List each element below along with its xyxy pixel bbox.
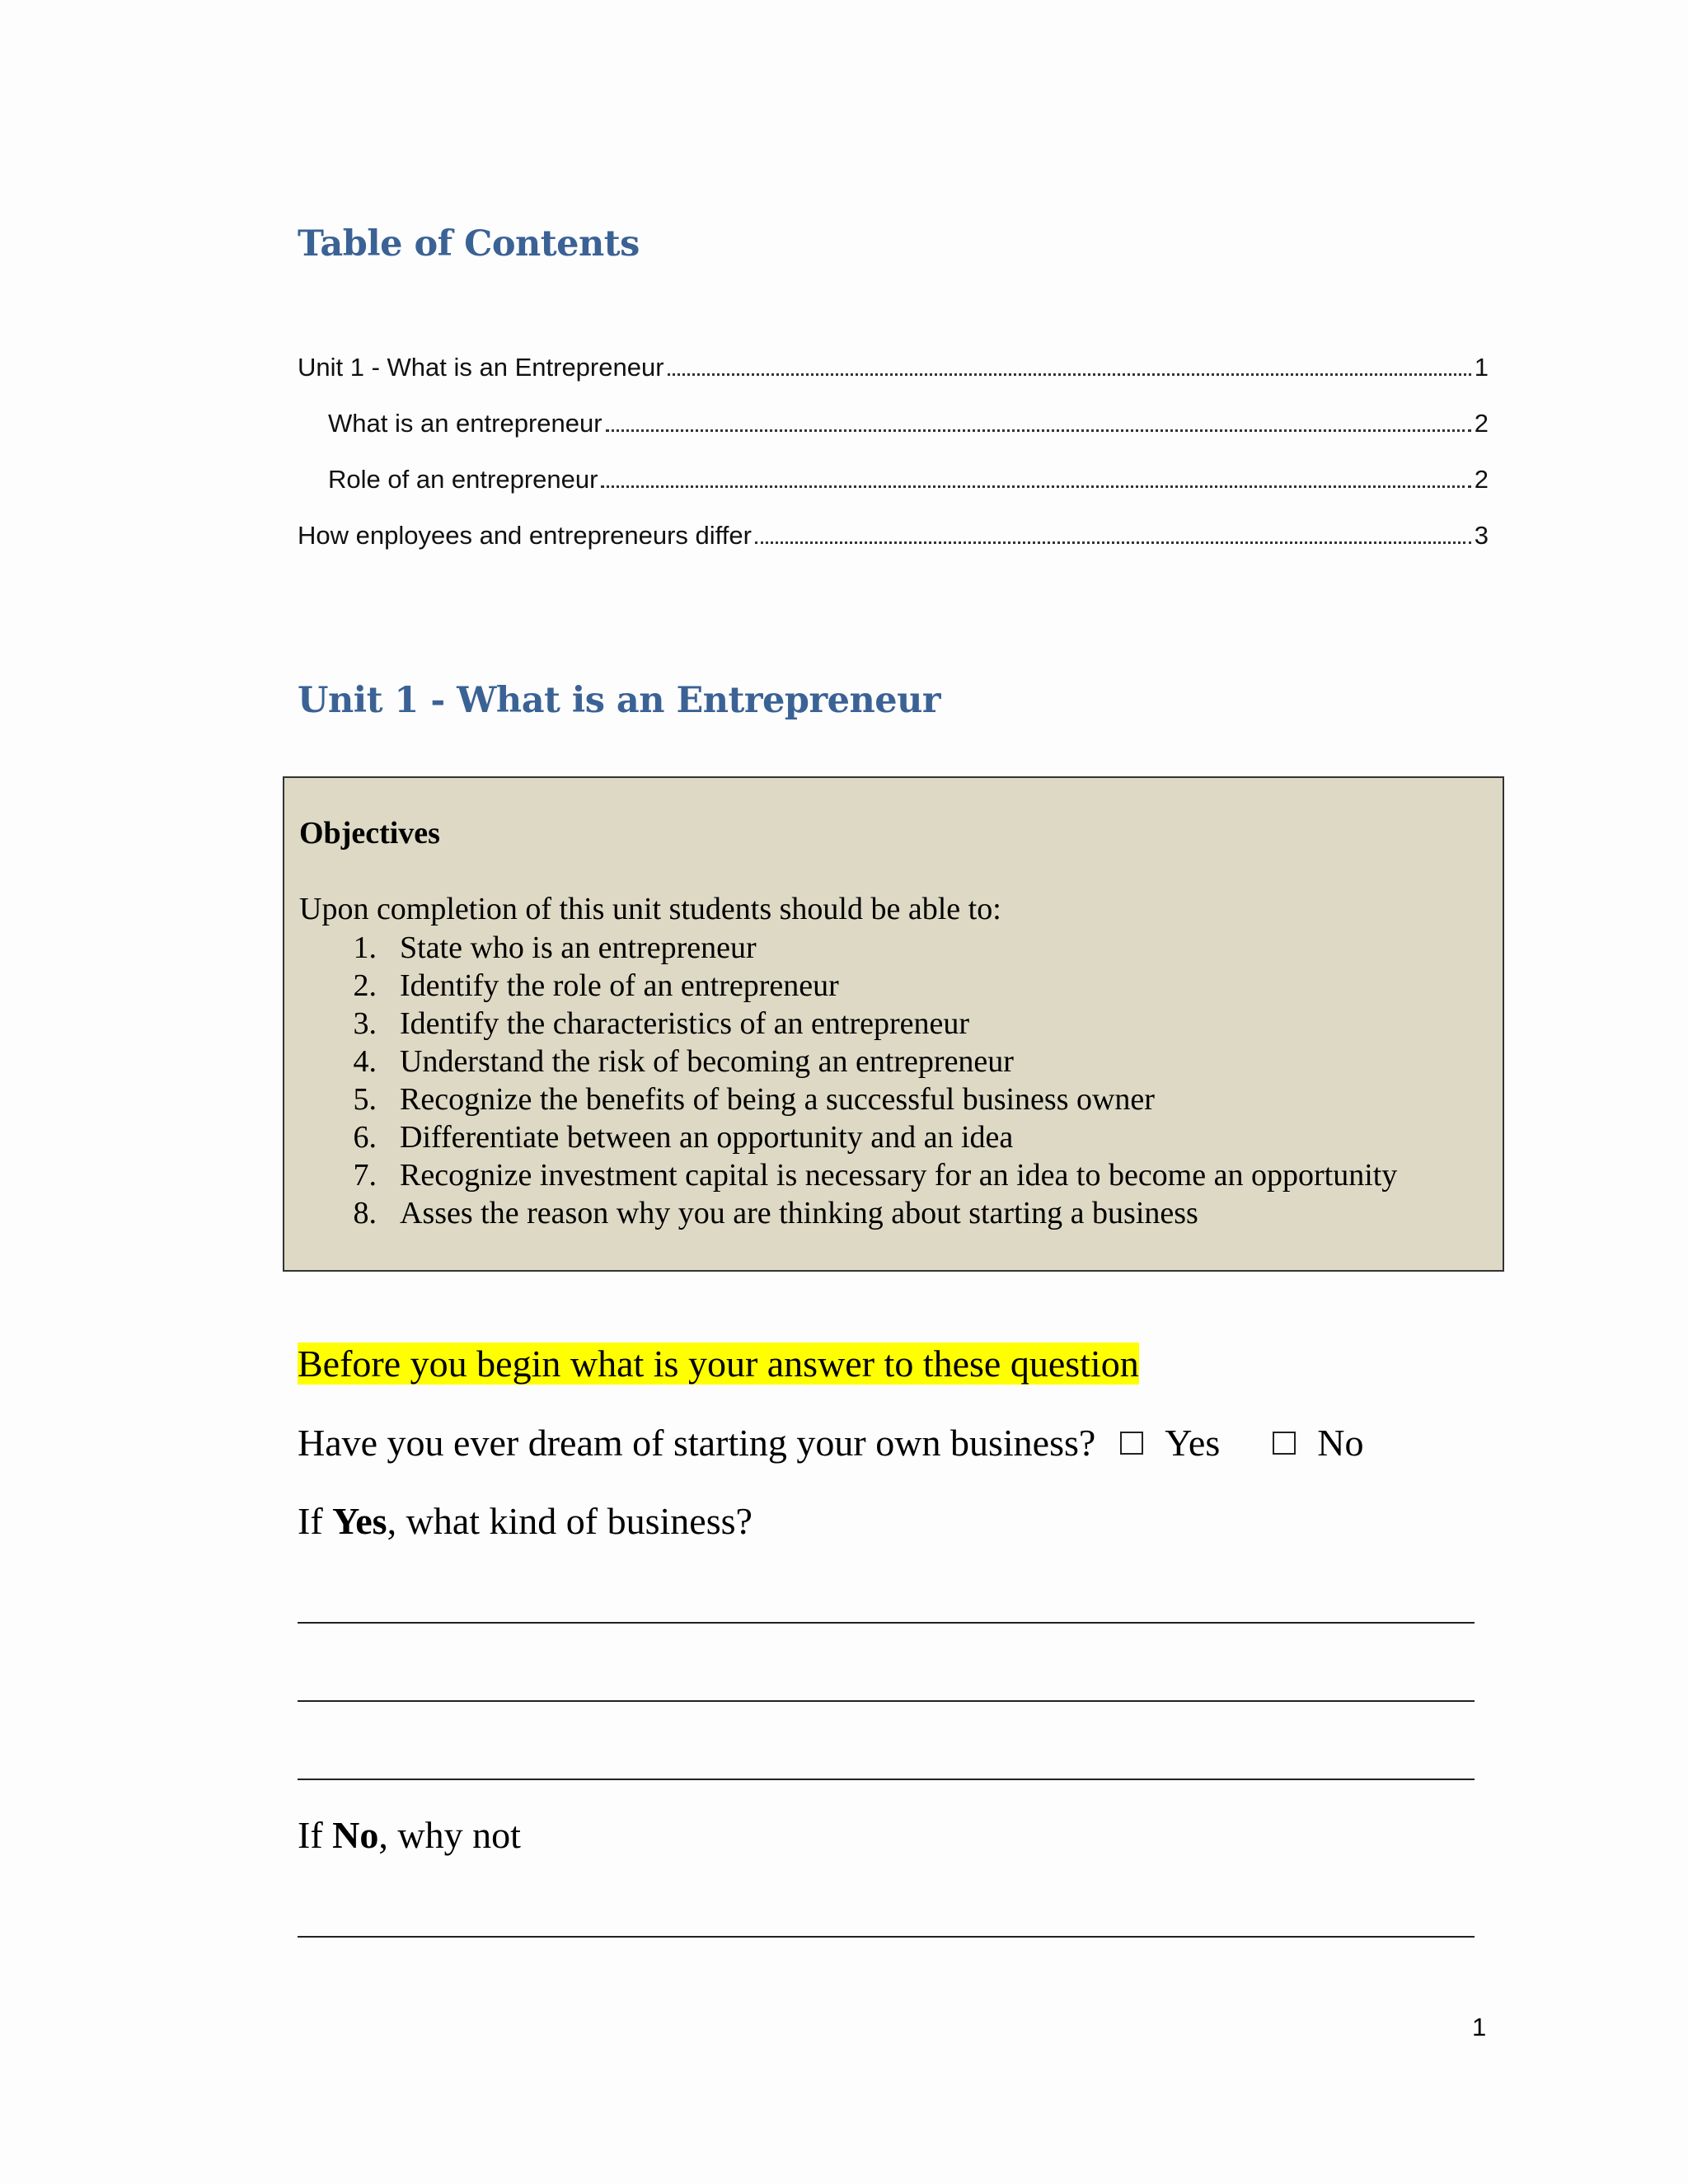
toc-entry-page: 2 <box>1474 465 1489 494</box>
if-no-bold: No <box>332 1814 379 1856</box>
toc-entry-page: 3 <box>1474 521 1489 550</box>
answer-line[interactable] <box>298 1936 1475 1938</box>
objective-number: 8. <box>353 1196 377 1230</box>
toc-entry[interactable] <box>298 514 1489 551</box>
objective-text: Asses the reason why you are thinking about starting a business <box>400 1196 1198 1230</box>
toc-entry-label: Unit 1 - What is an Entrepreneur <box>298 353 664 382</box>
objective-item <box>284 1080 1397 1118</box>
objective-text: Understand the risk of becoming an entrepreneur <box>400 1044 1014 1079</box>
objectives-box <box>283 776 1504 1272</box>
answer-line[interactable] <box>298 1779 1475 1780</box>
objective-item <box>284 1194 1397 1232</box>
objective-text: Differentiate between an opportunity and an idea <box>400 1120 1014 1155</box>
unit-heading: Unit 1 - What is an Entrepreneur <box>298 680 941 721</box>
dream-question-text: Have you ever dream of starting your own business? <box>298 1422 1096 1464</box>
questions-intro <box>298 1342 1139 1385</box>
highlighted-intro-text: Before you begin what is your answer to these question <box>298 1343 1139 1385</box>
objective-text: State who is an entrepreneur <box>400 930 757 965</box>
objective-number: 4. <box>353 1044 377 1079</box>
objective-item <box>284 929 1397 967</box>
toc-leader-dots <box>755 541 1471 544</box>
objective-number: 2. <box>353 968 377 1003</box>
no-option-label: No <box>1317 1422 1364 1464</box>
toc-entry-label: How enployees and entrepreneurs differ <box>298 521 752 550</box>
answer-line[interactable] <box>298 1622 1475 1624</box>
if-yes-question <box>298 1499 753 1543</box>
if-no-rest: , why not <box>378 1814 521 1856</box>
toc-leader-dots <box>601 485 1470 488</box>
yes-checkbox[interactable] <box>1120 1432 1143 1455</box>
if-yes-prefix: If <box>298 1500 333 1542</box>
objective-item <box>284 1118 1397 1156</box>
toc-entry[interactable] <box>328 402 1489 438</box>
if-no-question <box>298 1813 521 1857</box>
objective-number: 5. <box>353 1082 377 1117</box>
objective-number: 7. <box>353 1158 377 1193</box>
objective-item <box>284 1043 1397 1080</box>
toc-entry-label: What is an entrepreneur <box>328 409 603 438</box>
toc-entry-label: Role of an entrepreneur <box>328 465 598 494</box>
toc-title: Table of Contents <box>298 223 640 265</box>
objective-number: 6. <box>353 1120 377 1155</box>
objectives-intro: Upon completion of this unit students should be able to: <box>299 892 1001 926</box>
toc-entry[interactable] <box>298 346 1489 382</box>
if-no-prefix: If <box>298 1814 333 1856</box>
objective-text: Recognize the benefits of being a successful business owner <box>400 1082 1155 1117</box>
objective-number: 1. <box>353 930 377 965</box>
objective-text: Identify the characteristics of an entrepreneur <box>400 1006 970 1041</box>
objective-item <box>284 1156 1397 1194</box>
objective-item <box>284 1005 1397 1043</box>
no-checkbox[interactable] <box>1273 1432 1296 1455</box>
objectives-list <box>284 929 1397 1232</box>
toc-entry[interactable] <box>328 458 1489 494</box>
objective-item <box>284 967 1397 1005</box>
toc-entry-page: 2 <box>1474 409 1489 438</box>
if-yes-bold: Yes <box>332 1500 387 1542</box>
yes-option-label: Yes <box>1165 1422 1221 1464</box>
objective-text: Recognize investment capital is necessary for an idea to become an opportunity <box>400 1158 1398 1193</box>
if-yes-rest: , what kind of business? <box>387 1500 753 1542</box>
toc-entry-page: 1 <box>1474 353 1489 382</box>
objective-text: Identify the role of an entrepreneur <box>400 968 839 1003</box>
toc-leader-dots <box>668 373 1471 376</box>
dream-question <box>298 1421 1363 1465</box>
page-number: 1 <box>1472 2013 1487 2041</box>
toc-leader-dots <box>606 429 1471 432</box>
answer-line[interactable] <box>298 1700 1475 1702</box>
objectives-title: Objectives <box>299 816 440 851</box>
objective-number: 3. <box>353 1006 377 1041</box>
